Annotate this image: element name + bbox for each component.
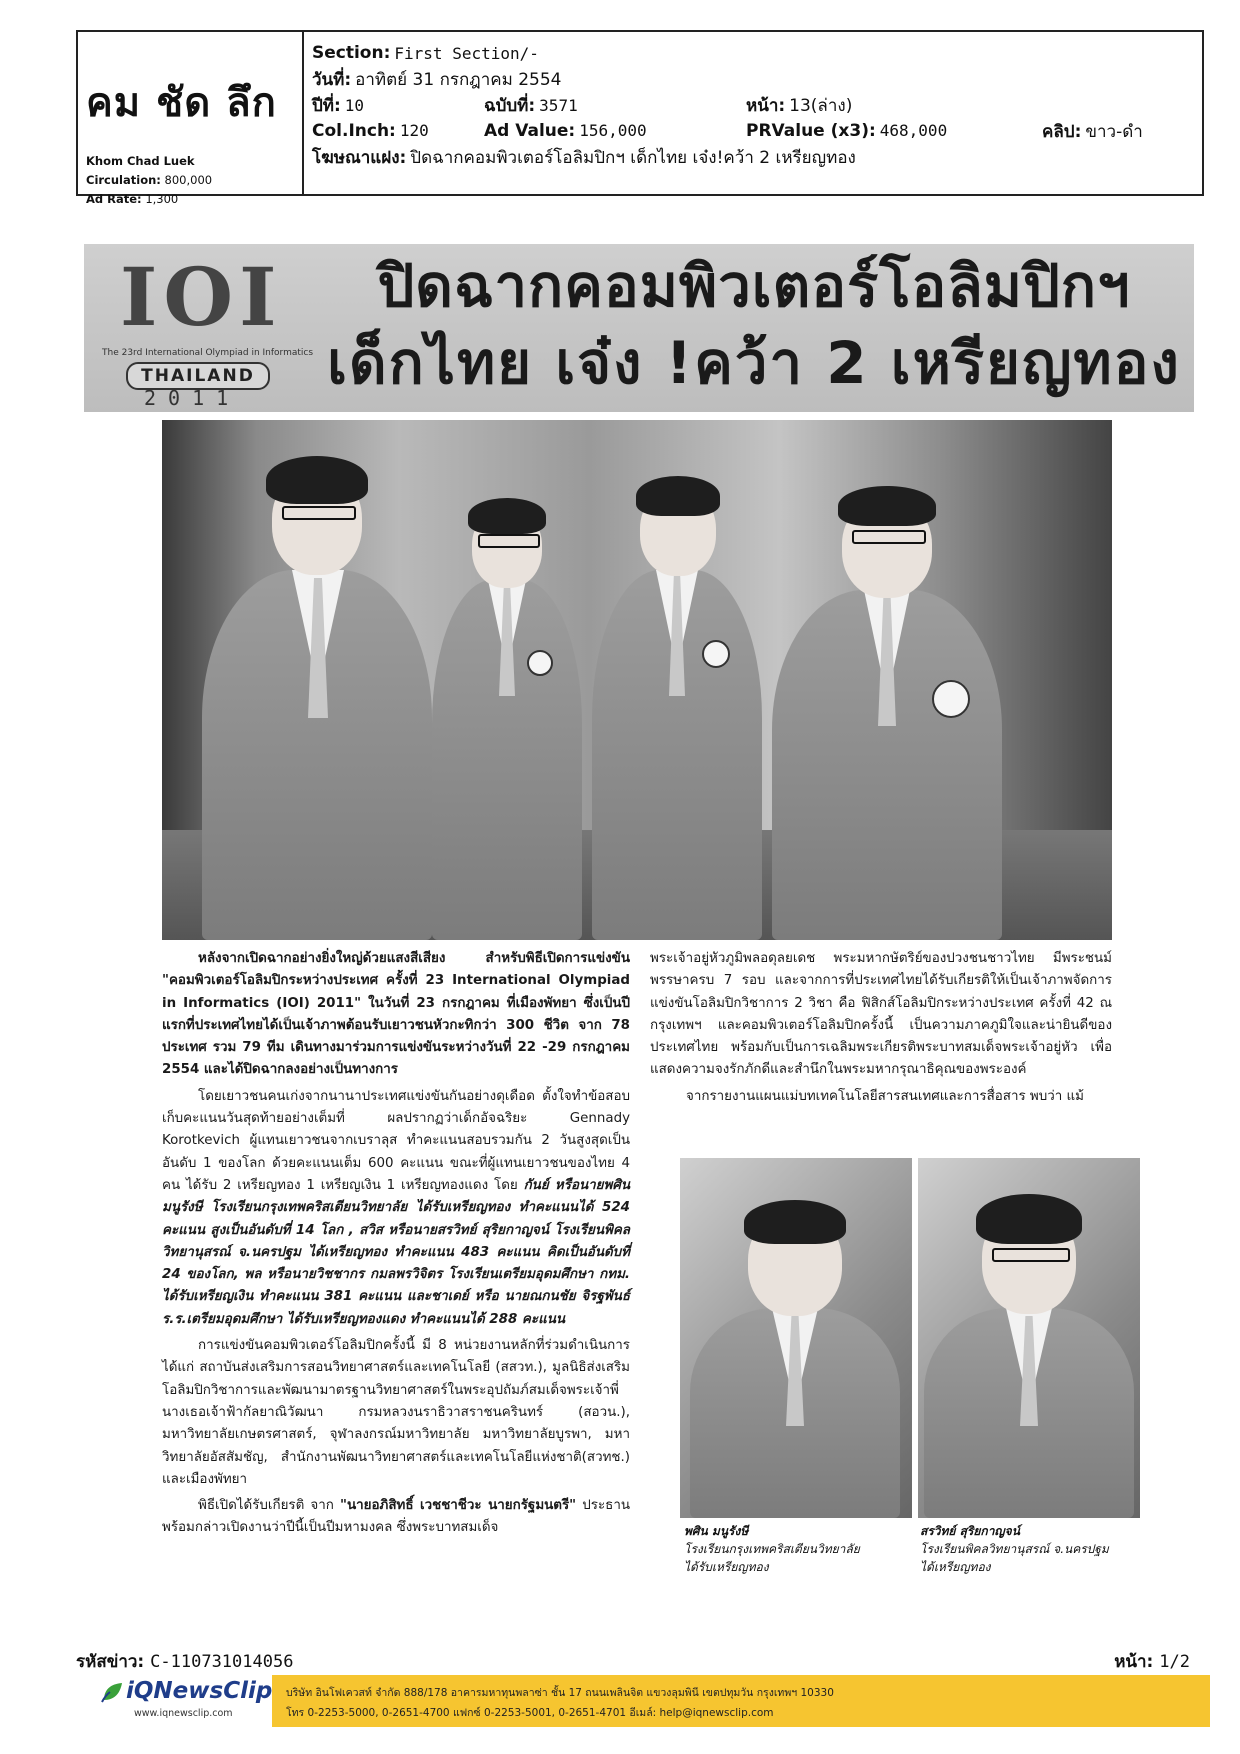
iqnewsclip-logo: iQNewsClip www.iqnewsclip.com [100, 1678, 260, 1724]
article-headline [324, 248, 1184, 402]
news-code: รหัสข่าว: C-110731014056 [76, 1652, 294, 1672]
date-row: วันที่: อาทิตย์ 31 กรกฎาคม 2554 [312, 69, 562, 90]
newspaper-meta [86, 152, 294, 209]
ioi-logo-subtitle: The 23rd International Olympiad in Informatics [102, 348, 314, 358]
photo-person [592, 470, 762, 940]
photo-person [772, 480, 1002, 940]
page-number: หน้า: 1/2 [1114, 1652, 1190, 1672]
clipping-header [76, 30, 1204, 206]
ioi-logo [98, 250, 314, 410]
photo-caption: พศิน มนูรังษี โรงเรียนกรุงเทพคริสเตียนวิทยาลัย ได้รับเหรียญทอง [684, 1524, 860, 1574]
ioi-logo-year: 2011 [144, 386, 241, 410]
ad-rate: Ad Rate: 1,300 [86, 192, 179, 206]
portrait-photo [680, 1158, 912, 1518]
section-row: Section: First Section/- [312, 43, 539, 63]
headline-line-1: ปิดฉากคอมพิวเตอร์โอลิมปิกฯ [377, 252, 1131, 320]
article-paragraph: จากรายงานแผนแม่บทเทคโนโลยีสารสนเทศและการสื่อสาร พบว่า แม้ [686, 1088, 1085, 1104]
article-paragraph: การแข่งขันคอมพิวเตอร์โอลิมปิกครั้งนี้ มี 8 หน่วยงานหลักที่ร่วมดำเนินการ ได้แก่ สถาบันส่งเสริมการสอนวิทยาศาสตร์และเทคโนโลยี (สสวท.), มูลนิธิส่งเสริมโอลิมปิกวิชาการและพัฒนามาตรฐานวิทยาศาสตร์ในพระอุปถัมภ์สมเด็จพระเจ้าพี่นางเธอเจ้าฟ้ากัลยาณิวัฒนา กรมหลวงนราธิวาสราชนครินทร์ (สอวน.), มหาวิทยาลัยเกษตรศาสตร์, จุฬาลงกรณ์มหาวิทยาลัย มหาวิทยาลัยบูรพา, มหาวิทยาลัยอัสสัมชัญ, สำนักงานพัฒนาวิทยาศาสตร์และเทคโนโลยีแห่งชาติ(สวทช.) และเมืองพัทยา [162, 1338, 630, 1487]
article-column-left [162, 948, 630, 1540]
ioi-logo-country: THAILAND [126, 362, 270, 390]
newspaper-logo: คม ชัด ลึก [86, 80, 277, 126]
article-banner [84, 244, 1194, 412]
issue-row: ปีที่: 10 ฉบับที่: 3571 หน้า: 13(ล่าง) [312, 95, 853, 116]
footer-address: บริษัท อินโฟเควสท์ จำกัด 888/178 อาคารมหาทุนพลาซ่า ชั้น 17 ถนนเพลินจิต แขวงลุมพินี เขตปทุมวัน กรุงเทพฯ 10330 [286, 1687, 834, 1699]
photo-caption: สรวิทย์ สุริยกาญจน์ โรงเรียนพิคลวิทยานุสรณ์ จ.นครปฐม ได้เหรียญทอง [920, 1524, 1109, 1574]
article-paragraph: พระเจ้าอยู่หัวภูมิพลอดุลยเดช พระมหากษัตริย์ของปวงชนชาวไทย มีพระชนม์พรรษาครบ 7 รอบ และจากการที่ประเทศไทยได้รับเกียรติให้เป็นเจ้าภาพจัดการแข่งขันโอลิมปิกวิชาการ 2 วิชา คือ ฟิสิกส์โอลิมปิกระหว่างประเทศ ครั้งที่ 42 ณ กรุงเทพฯ และคอมพิวเตอร์โอลิมปิกครั้งนี้ เป็นความภาคภูมิใจและน่ายินดีของประเทศไทย พร้อมกับเป็นการเฉลิมพระเกียรติพระบาทสมเด็จพระเจ้าอยู่หัว เพื่อแสดงความจงรักภักดีและสำนึกในพระมหากรุณาธิคุณของพระองค์ [650, 951, 1112, 1078]
portrait-photo [918, 1158, 1140, 1518]
article-lead: หลังจากเปิดฉากอย่างยิ่งใหญ่ด้วยแสงสีเสียง สำหรับพิธีเปิดการแข่งขัน "คอมพิวเตอร์โอลิมปิกระหว่างประเทศ ครั้งที่ 23 International Olympiad in Informatics (IOI) 2011" ในวันที่ 23 กรกฎาคม ที่เมืองพัทยา ซึ่งเป็นปีแรกที่ประเทศไทยได้เป็นเจ้าภาพต้อนรับเยาวชนหัวกะทิกว่า 300 ชีวิต จาก 78 ประเทศ รวม 79 ทีม เดินทางมาร่วมการแข่งขันระหว่างวันที่ 22 -29 กรกฎาคม 2554 และได้ปิดฉากลงอย่างเป็นทางการ [162, 951, 630, 1078]
leaf-icon [100, 1680, 124, 1704]
ad-row: โฆษณาแฝง: ปิดฉากคอมพิวเตอร์โอลิมปิกฯ เด็กไทย เจ๋ง!คว้า 2 เหรียญทอง [312, 147, 856, 168]
photo-person [432, 490, 582, 940]
footer-contact-bar [272, 1675, 1210, 1727]
newspaper-info [78, 32, 304, 206]
ioi-logo-word: IOI [120, 250, 283, 344]
paper-name: Khom Chad Luek [86, 154, 195, 168]
footer-contact: โทร 0-2253-5000, 0-2651-4700 แฟกซ์ 0-2253-5001, 0-2651-4701 อีเมล์: help@iqnewsclip.com [286, 1707, 774, 1719]
article-column-right [650, 948, 1112, 1108]
photo-person [202, 450, 432, 940]
group-photo [162, 420, 1112, 940]
article-paragraph: พิธีเปิดได้รับเกียรติ จาก "นายอภิสิทธิ์ เวชชาชีวะ นายกรัฐมนตรี" ประธาน พร้อมกล่าวเปิดงานว่าปีนี้เป็นปีมหามงคล ซึ่งพระบาทสมเด็จ [162, 1498, 630, 1536]
circulation: Circulation: 800,000 [86, 173, 213, 187]
article-paragraph: โดยเยาวชนคนเก่งจากนานาประเทศแข่งขันกันอย่างดุเดือด ตั้งใจทำข้อสอบเก็บคะแนนวันสุดท้ายอย่างเต็มที่ ผลปรากฏว่าเด็กอัจฉริยะ Gennady Korotkevich ผู้แทนเยาวชนจากเบราลุส ทำคะแนนสอบรวมกัน 2 วันสูงสุดเป็นอันดับ 1 ของโลก ด้วยคะแนนเต็ม 600 คะแนน ขณะที่ผู้แทนเยาวชนของไทย 4 คน ได้รับ 2 เหรียญทอง 1 เหรียญเงิน 1 เหรียญทองแดง โดย กันย์ หรือนายพศิน มนูรังษี โรงเรียนกรุงเทพคริสเตียนวิทยาลัย ได้รับเหรียญทอง ทำคะแนนได้ 524 คะแนน สูงเป็นอันดับที่ 14 โลก , สวิส หรือนายสรวิทย์ สุริยกาญจน์ โรงเรียนพิคลวิทยานุสรณ์ จ.นครปฐม ได้เหรียญทอง ทำคะแนน 483 คะแนน คิดเป็นอันดับที่ 24 ของโลก, พล หรือนายวิชชากร กมลพรวิจิตร โรงเรียนเตรียมอุดมศึกษา กทม. ได้รับเหรียญเงิน ทำคะแนน 381 คะแนน และชาเดย์ หรือ นายณกนชัย จิรฐพันธ์ ร.ร.เตรียมอุดมศึกษา ได้รับเหรียญทองแดง ทำคะแนนได้ 288 คะแนน [162, 1088, 630, 1327]
headline-line-2: เด็กไทย เจ๋ง !คว้า 2 เหรียญทอง [327, 329, 1181, 397]
value-row: Col.Inch: 120 Ad Value: 156,000 PRValue (x3): 468,000 คลิป: ขาว-ดำ [312, 121, 1143, 142]
clipping-details [304, 32, 1202, 194]
